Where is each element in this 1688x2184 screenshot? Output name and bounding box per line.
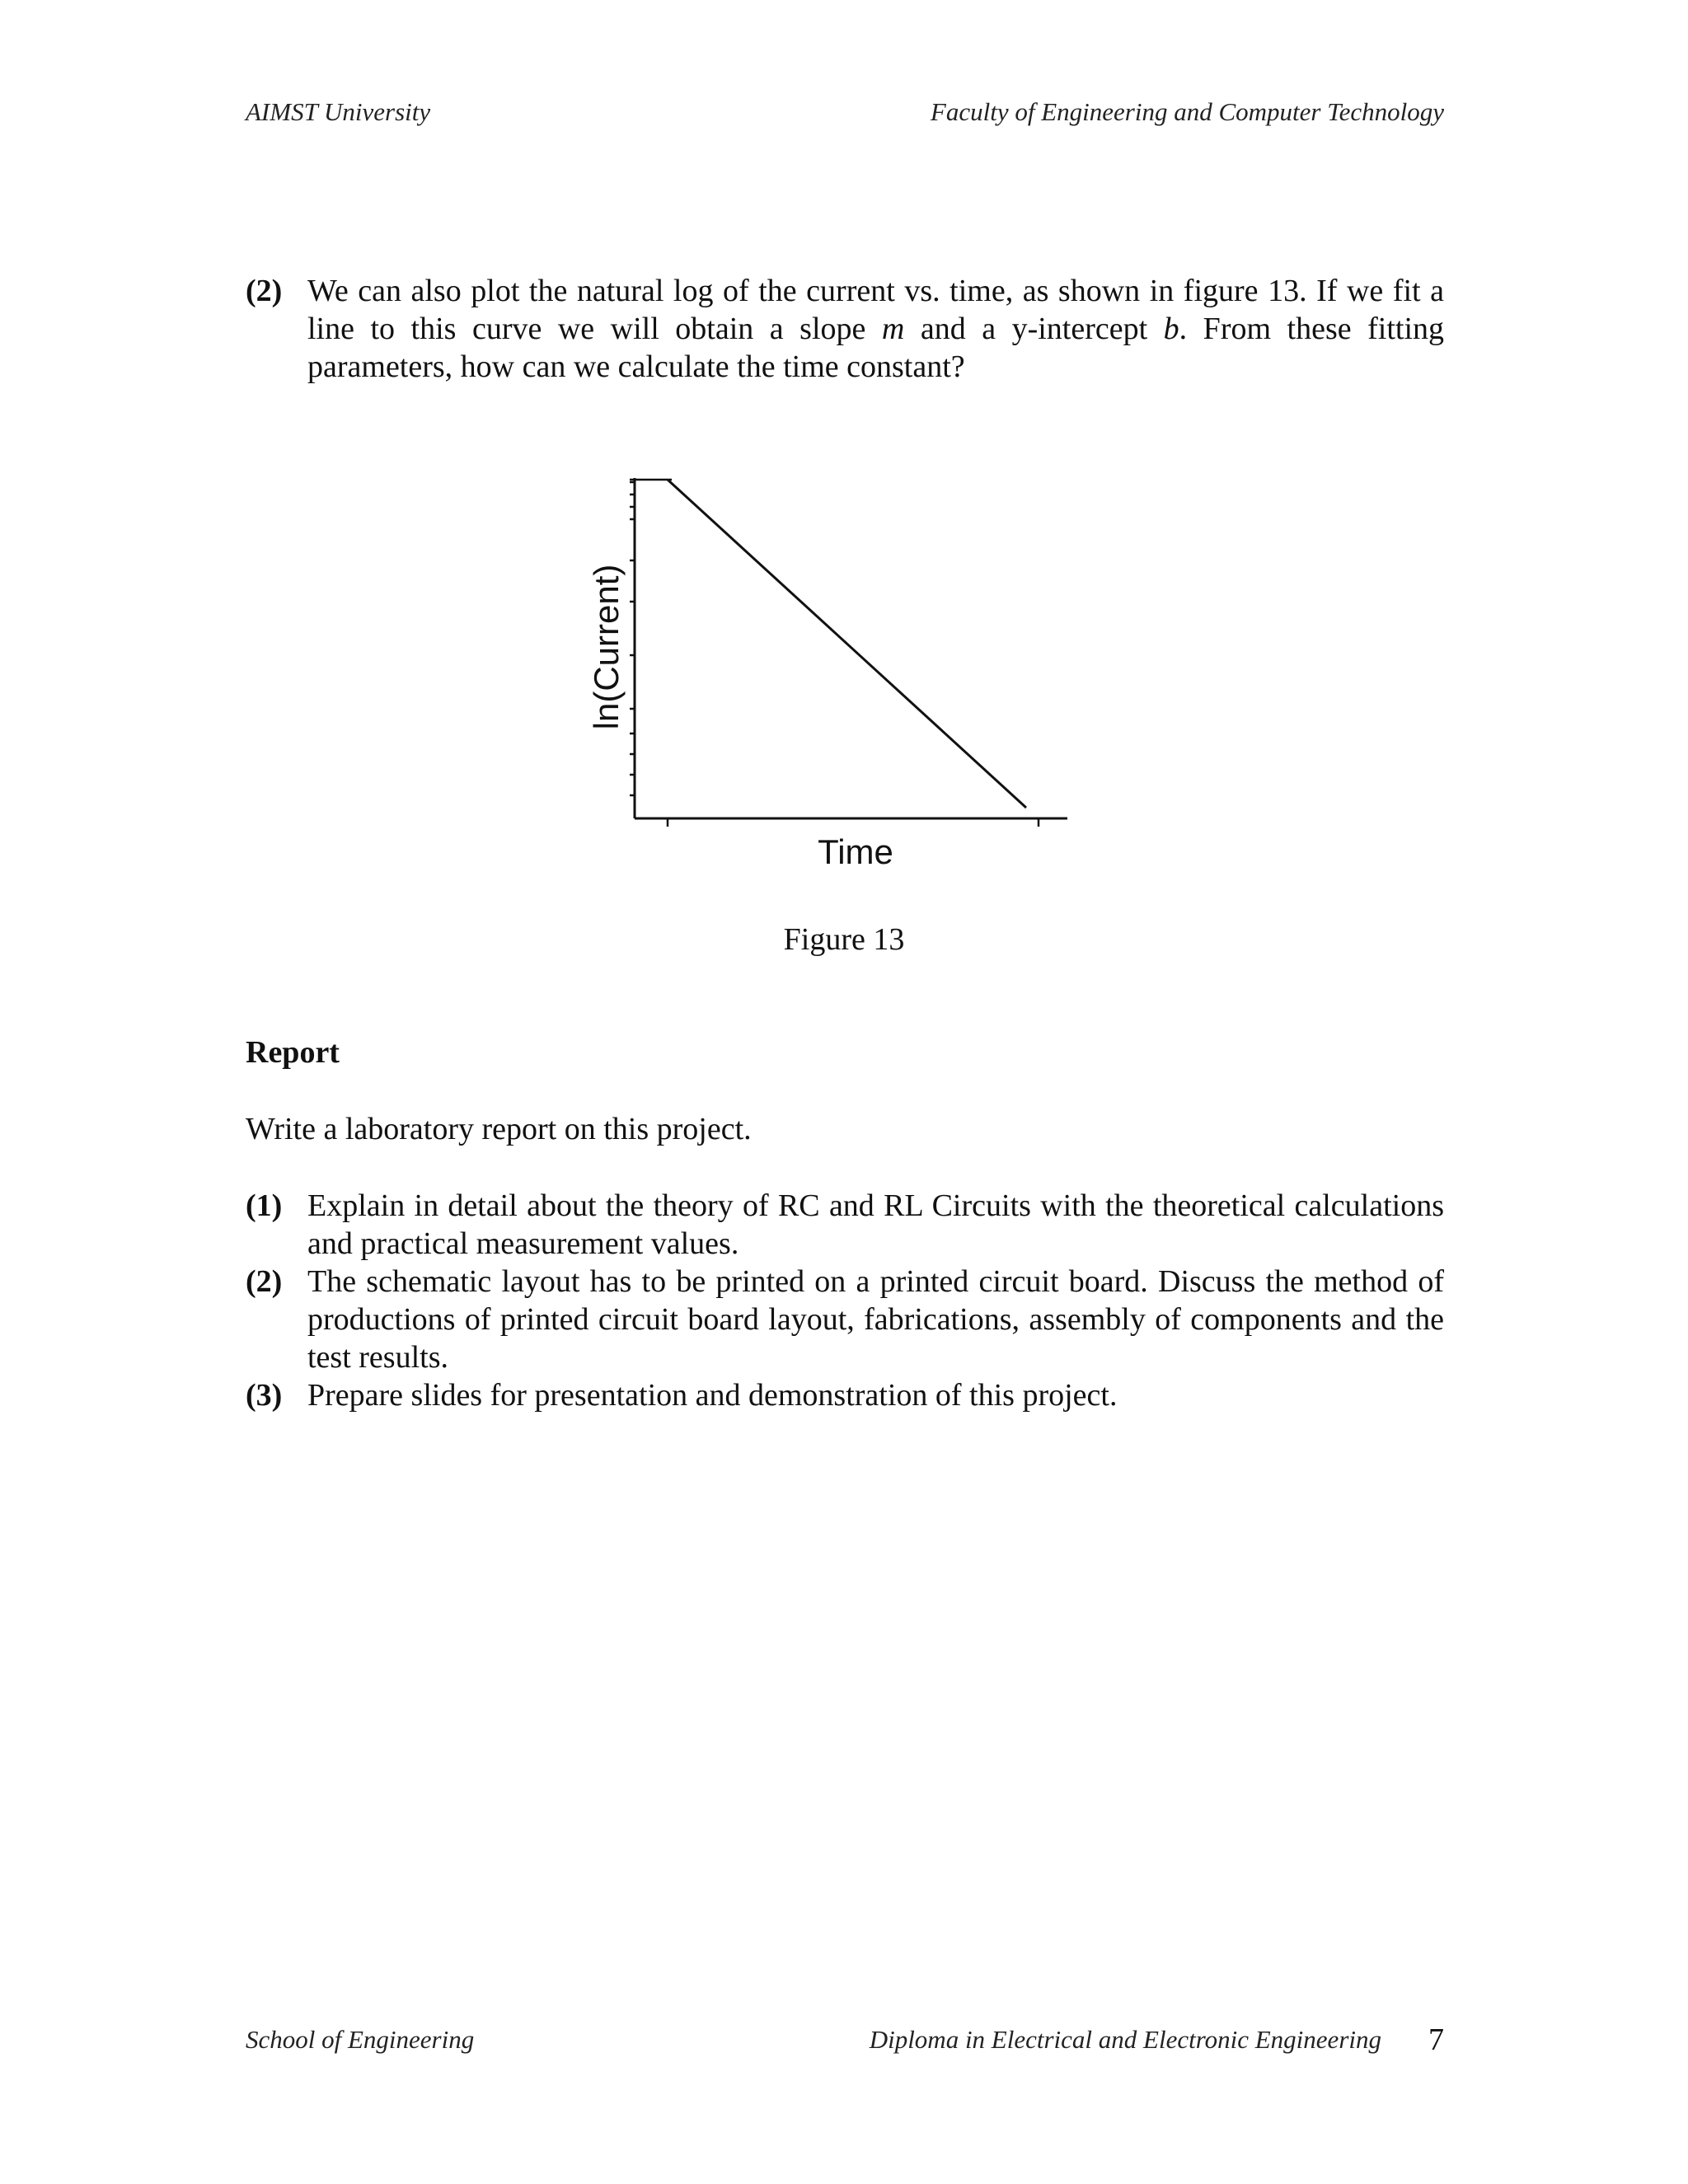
- header-faculty: Faculty of Engineering and Computer Technology: [930, 97, 1444, 126]
- question-text-part1: We can also plot the natural log of the current vs. time, as shown in figure 13. If we fit a line to this curve we will obtain a slope: [307, 274, 1444, 346]
- page-number: 7: [1428, 2022, 1444, 2057]
- question-text: [307, 272, 1444, 386]
- footer-programme: Diploma in Electrical and Electronic Engineering: [869, 2025, 1381, 2054]
- intercept-symbol: b: [1163, 312, 1179, 346]
- figure-caption: Figure 13: [783, 922, 905, 957]
- series-line: [668, 480, 1026, 808]
- y-axis-ticks: [630, 480, 672, 795]
- question-text-part3: . From these fitting parameters, how can we calculate the time constant?: [307, 312, 1445, 384]
- report-items: [246, 1187, 1444, 1414]
- chart-series: [668, 480, 1026, 808]
- question-2: [246, 272, 1444, 386]
- y-axis-label: ln(Current): [587, 564, 626, 730]
- footer-school: School of Engineering: [246, 2025, 475, 2054]
- report-heading: Report: [246, 1035, 340, 1070]
- question-text-part2: and a y-intercept: [904, 312, 1164, 346]
- x-axis-label: Time: [818, 832, 893, 871]
- slope-symbol: m: [881, 312, 905, 346]
- report-item-text: The schematic layout has to be printed on a printed circuit board. Discuss the method of productions of printed circuit board layout, fabrications, assembly of components and the test results.: [307, 1264, 1444, 1375]
- report-item-text: Explain in detail about the theory of RC and RL Circuits with the theoretical calculations and practical measurement values.: [307, 1188, 1444, 1261]
- report-item: [246, 1263, 1444, 1376]
- figure-13-chart: [577, 462, 1104, 890]
- report-item-number: (1): [246, 1188, 283, 1223]
- report-item: [246, 1376, 1444, 1414]
- question-number: (2): [246, 274, 283, 308]
- report-item-text: Prepare slides for presentation and demonstration of this project.: [307, 1378, 1118, 1413]
- report-intro: Write a laboratory report on this project.: [246, 1112, 752, 1146]
- report-item-number: (2): [246, 1264, 283, 1299]
- report-item: [246, 1187, 1444, 1263]
- header-university: AIMST University: [246, 97, 431, 126]
- report-item-number: (3): [246, 1378, 283, 1413]
